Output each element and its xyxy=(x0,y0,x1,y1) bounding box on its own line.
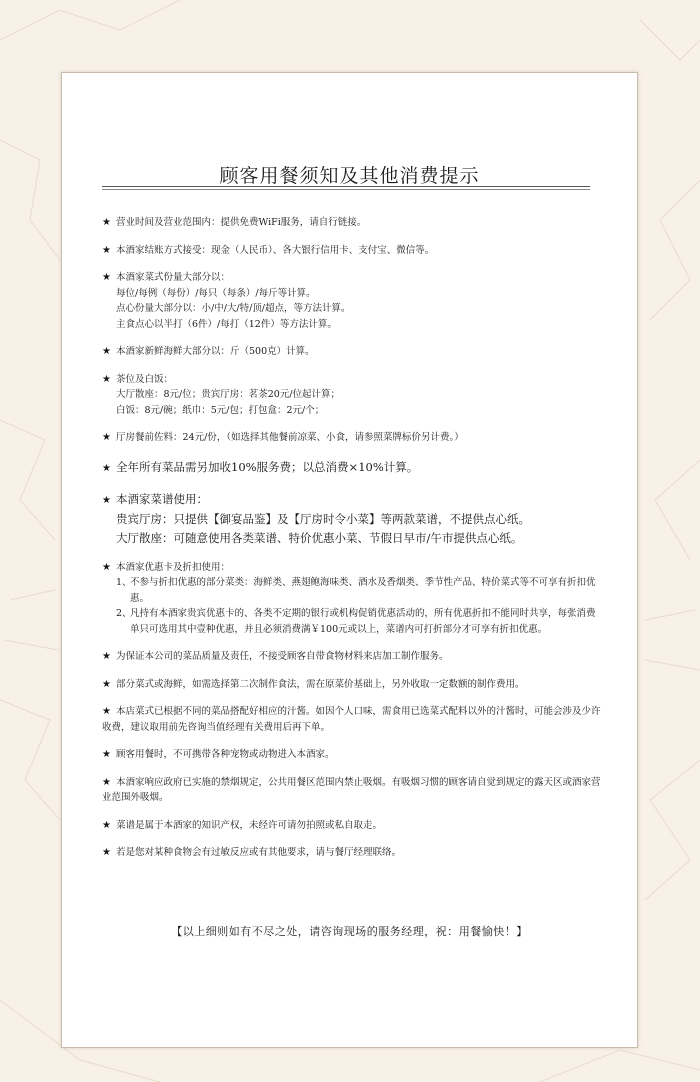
notice-text: 茶位及白饭： xyxy=(116,373,174,385)
notice-item-heading xyxy=(102,560,602,576)
notice-item-heading xyxy=(102,704,602,735)
notice-list xyxy=(102,215,602,873)
notice-text: 厅房餐前佐料：24元/份，（如选择其他餐前凉菜、小食，请参照菜牌标价另计费。） xyxy=(116,432,464,443)
notice-item xyxy=(102,649,602,665)
star-bullet-icon: ★ xyxy=(102,776,111,788)
notice-text: 每位/每例（每份）/每只（每条）/每斤等计算。 xyxy=(116,287,316,299)
star-bullet-icon: ★ xyxy=(102,494,111,506)
star-bullet-icon: ★ xyxy=(102,373,111,385)
star-bullet-icon: ★ xyxy=(102,678,111,690)
notice-item-heading xyxy=(102,775,602,806)
sub-item-number: 2、 xyxy=(116,608,132,619)
notice-item-line xyxy=(102,317,602,333)
notice-item-heading xyxy=(102,490,602,510)
notice-item-line xyxy=(102,403,602,419)
star-bullet-icon: ★ xyxy=(102,749,111,760)
notice-item xyxy=(102,458,602,478)
notice-item xyxy=(102,845,602,861)
notice-item-heading xyxy=(102,845,602,861)
notice-item xyxy=(102,704,602,735)
notice-item xyxy=(102,215,602,231)
notice-item-line xyxy=(102,387,602,403)
notice-item xyxy=(102,344,602,360)
notice-item-heading xyxy=(102,649,602,665)
notice-text: 部分菜式或海鲜，如需选择第二次制作食法，需在原菜价基础上，另外收取一定数额的制作费用。 xyxy=(116,678,525,690)
notice-item xyxy=(102,490,602,548)
sub-item-text: 不参与折扣优惠的部分菜类：海鲜类、燕翅鲍海味类、酒水及香烟类、季节性产品、特价菜式等不可享有折扣优惠。 xyxy=(130,577,596,604)
footer-note: 【以上细则如有不尽之处，请咨询现场的服务经理，祝：用餐愉快！】 xyxy=(171,925,528,938)
notice-item-heading xyxy=(102,430,602,446)
notice-item-line xyxy=(102,286,602,302)
star-bullet-icon: ★ xyxy=(102,432,111,443)
page-title: 顾客用餐须知及其他消费提示 xyxy=(219,165,480,187)
notice-text: 本酒家响应政府已实施的禁烟规定，公共用餐区范围内禁止吸烟。有吸烟习惯的顾客请自觉到规定的露天区或酒家营业范围外吸烟。 xyxy=(102,776,601,803)
star-bullet-icon: ★ xyxy=(102,272,111,283)
star-bullet-icon: ★ xyxy=(102,462,111,474)
notice-sub-item xyxy=(102,606,602,637)
star-bullet-icon: ★ xyxy=(102,819,111,831)
notice-text: 本酒家结账方式接受：现金（人民币）、各大银行信用卡、支付宝、微信等。 xyxy=(116,244,435,256)
sub-item-text: 凡持有本酒家贵宾优惠卡的、各类不定期的银行或机构促销优惠活动的，所有优惠折扣不能同时共享，每张消费单只可选用其中壹种优惠，并且必须消费满￥100元或以上，菜谱内可打折部分才可享有折扣优惠。 xyxy=(130,608,596,635)
notice-text: 白饭：8元/碗；纸巾：5元/包；打包盒：2元/个； xyxy=(116,404,325,416)
star-bullet-icon: ★ xyxy=(102,651,111,662)
star-bullet-icon: ★ xyxy=(102,561,111,573)
star-bullet-icon: ★ xyxy=(102,217,111,228)
notice-sub-item xyxy=(102,575,602,606)
notice-text: 菜谱是属于本酒家的知识产权，未经许可请勿拍照或私自取走。 xyxy=(116,819,383,831)
notice-text: 本酒家菜式份量大部分以： xyxy=(116,272,231,283)
notice-item xyxy=(102,677,602,693)
notice-item-line xyxy=(102,301,602,317)
notice-text: 全年所有菜品需另加收10%服务费；以总消费×10%计算。 xyxy=(116,459,419,474)
notice-item-heading xyxy=(102,372,602,388)
notice-item xyxy=(102,818,602,834)
notice-text: 本酒家优惠卡及折扣使用： xyxy=(116,561,231,573)
notice-item-line xyxy=(102,529,602,548)
notice-text: 本店菜式已根据不同的菜品搭配好相应的汁酱。如因个人口味，需食用已选菜式配料以外的汁酱时，可能会涉及少许收费，建议取用前先咨询当值经理有关费用后再下单。 xyxy=(102,706,601,733)
notice-text: 本酒家新鲜海鲜大部分以：斤（500克）计算。 xyxy=(116,346,315,357)
notice-item-heading xyxy=(102,747,602,763)
notice-item xyxy=(102,560,602,638)
notice-text: 为保证本公司的菜品质量及责任，不接受顾客自带食物材料来店加工制作服务。 xyxy=(116,651,449,662)
notice-item-heading xyxy=(102,677,602,693)
notice-text: 大厅散座：可随意使用各类菜谱、特价优惠小菜、节假日早市/午市提供点心纸。 xyxy=(116,530,523,545)
notice-card xyxy=(61,72,638,1048)
notice-item-heading xyxy=(102,818,602,834)
notice-text: 顾客用餐时，不可携带各种宠物或动物进入本酒家。 xyxy=(116,749,335,760)
notice-item xyxy=(102,243,602,259)
notice-item-heading xyxy=(102,243,602,259)
notice-item-heading xyxy=(102,215,602,231)
star-bullet-icon: ★ xyxy=(102,706,111,717)
notice-text: 营业时间及营业范围内：提供免费WiFi服务，请自行链接。 xyxy=(116,217,367,228)
notice-item-line xyxy=(102,510,602,529)
notice-item xyxy=(102,747,602,763)
notice-item xyxy=(102,372,602,419)
star-bullet-icon: ★ xyxy=(102,346,111,357)
notice-text: 大厅散座：8元/位；贵宾厅房：茗茶20元/位起计算； xyxy=(116,389,341,400)
notice-item xyxy=(102,270,602,332)
notice-item-heading xyxy=(102,270,602,286)
star-bullet-icon: ★ xyxy=(102,847,111,858)
title-divider xyxy=(102,186,590,190)
notice-text: 本酒家菜谱使用： xyxy=(116,491,208,506)
notice-item-heading xyxy=(102,344,602,360)
notice-item xyxy=(102,430,602,446)
notice-text: 点心份量大部分以：小/中/大/特/顶/超点，等方法计算。 xyxy=(116,303,351,314)
notice-item-heading xyxy=(102,458,602,478)
sub-item-number: 1、 xyxy=(116,577,132,588)
notice-text: 若是您对某种食物会有过敏反应或有其他要求，请与餐厅经理联络。 xyxy=(116,847,402,858)
notice-item xyxy=(102,775,602,806)
star-bullet-icon: ★ xyxy=(102,244,111,256)
notice-text: 主食点心以半打（6件）/每打（12件）等方法计算。 xyxy=(116,318,337,330)
notice-text: 贵宾厅房：只提供【御宴品鉴】及【厅房时令小菜】等两款菜谱，不提供点心纸。 xyxy=(116,511,530,526)
